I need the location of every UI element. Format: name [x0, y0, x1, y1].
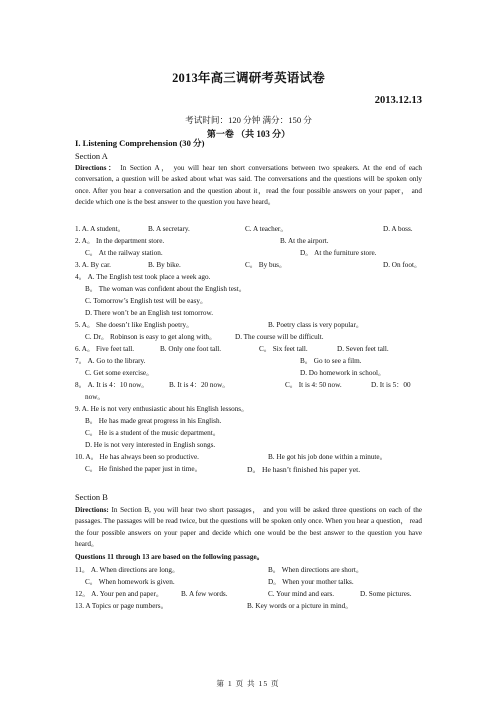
- option-b: B. At the airport.: [280, 237, 329, 245]
- directions-text: In Section B, you will hear two short passages， and you will be asked three questions on each of the passages. The passages will be read twice, but the questions will be spoken only once. When you hear a question， read the four possible answers on your paper and decide which one would be the best answer to the question you have heard。: [75, 506, 422, 549]
- option-b: B. He got his job done within a minute。: [268, 453, 387, 461]
- option-a: 3. A. By car.: [75, 261, 111, 269]
- section-a-heading: Section A: [75, 152, 108, 161]
- option-b: B. A few words.: [181, 590, 228, 598]
- option-a: 5. A。 She doesn’t like English poetry。: [75, 321, 194, 329]
- option-c: C。 Six feet tall.: [259, 345, 308, 353]
- option-d: D. Do homework in school。: [300, 369, 386, 377]
- exam-date: 2013.12.13: [374, 95, 422, 106]
- option-a: 2. A。 In the department store.: [75, 237, 165, 245]
- option-c: C。 By bus。: [245, 261, 287, 269]
- exam-info: 考试时间：120 分钟 满分：150 分: [185, 115, 312, 125]
- option-a: 11。 A. When directions are long。: [75, 566, 180, 574]
- option-b: B. A secretary.: [148, 225, 190, 233]
- section-b-heading: Section B: [75, 493, 108, 502]
- option-d: D. It is 5：00: [371, 381, 411, 389]
- option-d: D. On foot。: [383, 261, 422, 269]
- option-b: B。 When directions are short。: [268, 566, 364, 574]
- question-9-d: D. He is not very interested in English songs.: [85, 441, 216, 449]
- option-c: C。 It is 4: 50 now.: [285, 381, 342, 389]
- directions-label: Directions:: [75, 506, 109, 514]
- option-a: 13. A Topics or page numbers。: [75, 602, 168, 610]
- option-c: C。 When homework is given.: [85, 578, 175, 586]
- option-b: B. Only one foot tall.: [160, 345, 222, 353]
- option-c: C。 At the railway station.: [85, 249, 163, 257]
- passage-subheading: Questions 11 through 13 are based on the following passage。: [75, 553, 264, 561]
- option-a: 1. A. A student。: [75, 225, 125, 233]
- option-d: D。 He hasn’t finished his paper yet.: [247, 465, 361, 474]
- question-4-c: C. Tomorrow’s English test will be easy。: [85, 297, 208, 305]
- directions-text: In Section A， you will hear ten short conversations between two speakers. At the end of each conversation, a question will be asked about what was said. The conversations and the questions will be spoken only once. After you hear a conversation and the question about it，read the four possible answers on your paper， and decide which one is the best answer to the question you have heard。: [75, 164, 422, 207]
- option-a: 10. A。 He has always been so productive.: [75, 453, 199, 461]
- option-d: D. Seven feet tall.: [337, 345, 389, 353]
- question-4-d: D. There won’t be an English test tomorrow.: [85, 309, 214, 317]
- option-c: C. A teacher。: [245, 225, 288, 233]
- question-9-a: 9. A. He is not very enthusiastic about his English lessons。: [75, 405, 249, 413]
- section-b-directions: [75, 505, 422, 551]
- question-4-a: 4。 A. The English test took place a week ago.: [75, 273, 211, 281]
- option-a: 12。 A. Your pen and paper。: [75, 590, 164, 598]
- option-c: C. Your mind and ears.: [268, 590, 335, 598]
- directions-label: Directions：: [75, 164, 117, 172]
- option-a: 6. A。 Five feet tall.: [75, 345, 135, 353]
- question-9-b: B。 He has made great progress in his English.: [85, 417, 222, 425]
- part-heading: 第一卷 （共 103 分）: [206, 129, 291, 139]
- option-b: B. Poetry class is very popular。: [268, 321, 364, 329]
- option-c: C. Dr。 Robinson is easy to get along with。: [85, 333, 217, 341]
- listening-heading: I. Listening Comprehension (30 分): [75, 138, 205, 148]
- question-8-cont: now。: [85, 393, 105, 401]
- option-b: B. Key words or a picture in mind。: [247, 602, 353, 610]
- option-d: D。 At the furniture store.: [300, 249, 377, 257]
- question-9-c: C。 He is a student of the music department。: [85, 429, 220, 437]
- option-d: D. The course will be difficult.: [235, 333, 324, 341]
- option-b: B. By bike.: [148, 261, 181, 269]
- page-footer: 第 1 页 共 15 页: [216, 679, 280, 688]
- option-d: D. Some pictures.: [360, 590, 412, 598]
- option-a: 7。 A. Go to the library.: [75, 357, 146, 365]
- exam-title: 2013年高三调研考英语试卷: [172, 71, 325, 85]
- option-a: 8。 A. It is 4：10 now。: [75, 381, 149, 389]
- question-4-b: B。 The woman was confident about the English test。: [85, 285, 246, 293]
- option-b: B. It is 4：20 now。: [169, 381, 230, 389]
- option-d: D. A boss.: [383, 225, 413, 233]
- option-c: C. Get some exercise。: [85, 369, 154, 377]
- option-b: B。 Go to see a film.: [300, 357, 362, 365]
- option-d: D。 When your mother talks.: [268, 578, 354, 586]
- option-c: C。 He finished the paper just in time。: [85, 465, 202, 473]
- section-a-directions: [75, 163, 422, 209]
